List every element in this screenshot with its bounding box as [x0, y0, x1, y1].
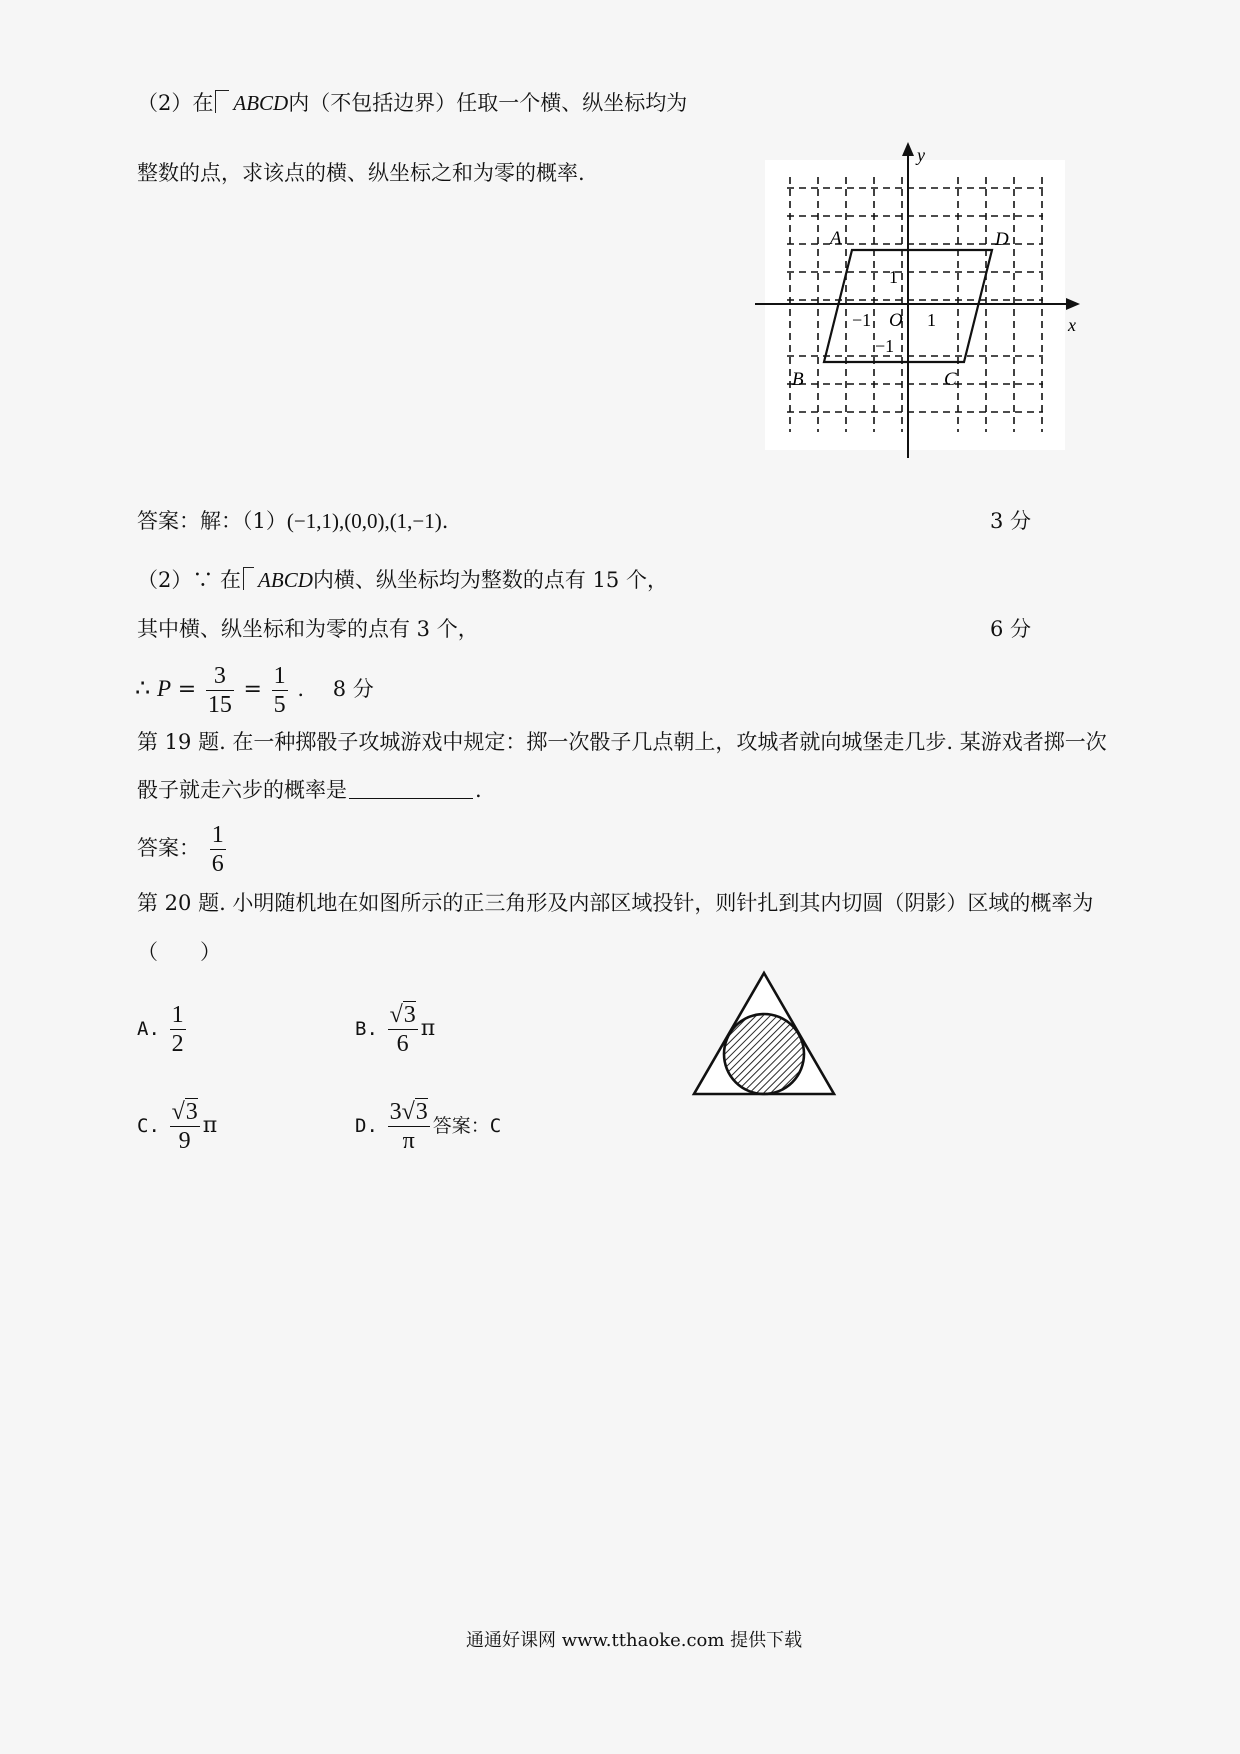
frac-num: 1 — [211, 822, 224, 848]
q19-line1: 第 19 题. 在一种掷骰子攻城游戏中规定：掷一次骰子几点朝上，攻城者就向城堡走几步. 某游戏者掷一次 — [137, 730, 1107, 754]
q2-line1 — [137, 88, 687, 118]
figure-triangle-incircle — [690, 968, 840, 1098]
formula-end: . — [297, 677, 305, 701]
q19-text: 骰子就走六步的概率是 — [137, 778, 347, 802]
ans2-score: 6 分 — [990, 617, 1032, 641]
fraction-1-6 — [210, 821, 226, 878]
x-axis-arrow-icon — [1066, 298, 1080, 310]
option-d-fraction — [388, 1098, 430, 1155]
option-a-label: A. — [137, 1018, 160, 1040]
frac-den: 15 — [207, 692, 232, 718]
q2-label: （2）在 — [137, 91, 214, 115]
radicand: 3 — [415, 1099, 428, 1125]
answer-blank — [349, 776, 473, 799]
q2-text: 内（不包括边界）任取一个横、纵坐标均为 — [288, 91, 688, 115]
option-b-label: B. — [355, 1018, 378, 1040]
frac-den: 5 — [273, 692, 286, 718]
frac-den: 6 — [211, 851, 224, 877]
frac-den: 2 — [171, 1031, 184, 1057]
radicand: 3 — [185, 1099, 198, 1125]
incircle-shaded — [724, 1014, 804, 1094]
vertex-d-label: D — [995, 229, 1009, 250]
therefore-symbol: ∴ — [135, 674, 151, 702]
option-b-fraction — [388, 1001, 418, 1058]
q19-end: . — [475, 778, 482, 802]
parallelogram-icon — [215, 90, 229, 113]
frac-num: 1 — [171, 1002, 184, 1028]
frac-den: π — [402, 1128, 415, 1154]
y-tick-1: 1 — [889, 267, 898, 287]
coef: 3 — [389, 1099, 402, 1125]
ans2-score3: 8 分 — [332, 677, 374, 701]
ans1-line — [137, 506, 448, 536]
ans2-line1 — [137, 565, 668, 595]
ans1-end: . — [441, 509, 449, 533]
sqrt-icon: √3 — [389, 1002, 416, 1028]
y-axis-arrow-icon — [902, 142, 914, 156]
frac-den: 9 — [178, 1128, 191, 1154]
origin-label: O — [889, 310, 903, 331]
sqrt-icon: √3 — [401, 1099, 428, 1125]
frac-num: 1 — [273, 663, 286, 689]
option-a — [137, 998, 189, 1059]
x-tick-neg-1: −1 — [852, 310, 872, 330]
option-c-fraction — [170, 1098, 200, 1155]
option-a-fraction — [170, 1001, 186, 1058]
frac-num: 3 — [213, 663, 226, 689]
q2-shape: ABCD — [233, 91, 289, 115]
radicand: 3 — [403, 1002, 416, 1028]
option-d — [355, 1095, 501, 1156]
x-axis-label: x — [1068, 315, 1076, 335]
fraction-3-15 — [206, 662, 234, 719]
option-b-pi: π — [420, 1016, 436, 1041]
ans2-formula — [135, 660, 374, 719]
sqrt-icon: √3 — [171, 1099, 198, 1125]
option-c-pi: π — [202, 1113, 218, 1138]
y-tick-neg-1: −1 — [875, 336, 895, 356]
formula-eq-2: = — [243, 677, 262, 702]
ans2-prefix: （2）∵ 在 — [137, 568, 242, 592]
q2-line2: 整数的点，求该点的横、纵坐标之和为零的概率. — [137, 161, 585, 185]
option-c — [137, 1095, 217, 1156]
ans2-line2: 其中横、纵坐标和为零的点有 3 个， — [137, 617, 479, 641]
y-axis-label: y — [917, 145, 925, 165]
ans1-points: (−1,1),(0,0),(1,−1) — [286, 509, 442, 533]
footer-text: 通通好课网 www.tthaoke.com 提供下载 — [466, 1630, 803, 1651]
frac-den: 6 — [396, 1031, 409, 1057]
ans1-score: 3 分 — [990, 509, 1032, 533]
q19-answer — [137, 818, 229, 878]
option-d-label: D. — [355, 1115, 378, 1137]
q19-answer-label: 答案： — [137, 836, 200, 860]
vertex-b-label: B — [792, 369, 804, 390]
vertex-a-label: A — [830, 228, 842, 249]
q20-answer: 答案：C — [432, 1115, 502, 1137]
option-b — [355, 998, 435, 1059]
formula-eq-1: = — [177, 677, 197, 702]
q19-line2 — [137, 775, 482, 805]
ans1-prefix: 答案：解：（1） — [137, 509, 287, 533]
parallelogram-icon-2 — [243, 567, 254, 590]
vertex-c-label: C — [944, 369, 957, 390]
x-tick-1: 1 — [927, 310, 936, 330]
figure-parallelogram-grid — [750, 140, 1080, 460]
fraction-1-5 — [272, 662, 288, 719]
ans2-shape: ABCD — [258, 568, 313, 592]
q20-line1: 第 20 题. 小明随机地在如图所示的正三角形及内部区域投针，则针扎到其内切圆（阴影）区域的概率为 — [137, 891, 1094, 915]
q20-paren: （ ） — [137, 940, 221, 964]
option-c-label: C. — [137, 1115, 160, 1137]
formula-p: P — [156, 676, 172, 701]
ans2-text: 内横、纵坐标均为整数的点有 15 个， — [312, 568, 668, 592]
